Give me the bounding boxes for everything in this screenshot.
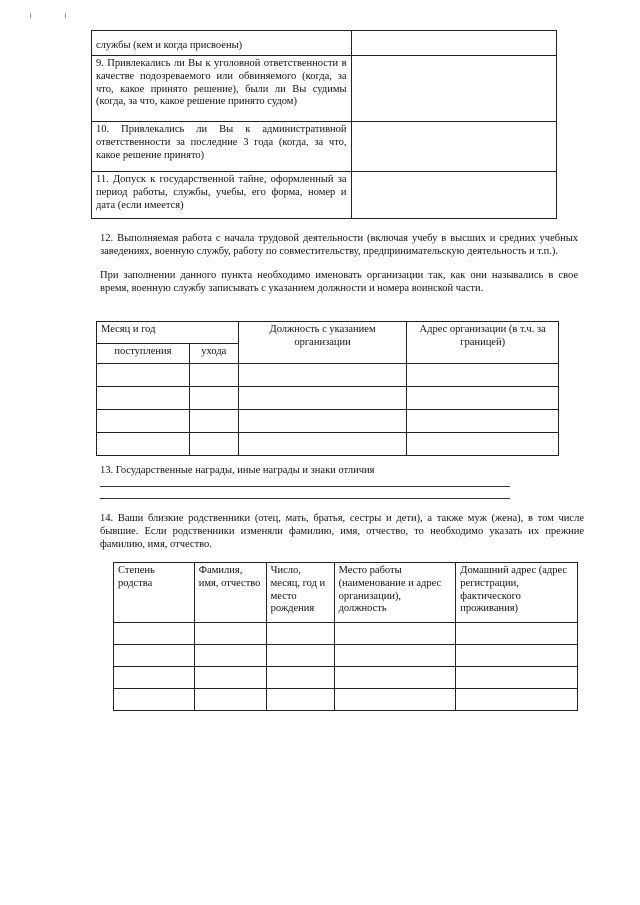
questions-table [91, 30, 557, 219]
input-cell[interactable] [97, 433, 190, 456]
table-row [92, 31, 557, 56]
input-cell[interactable] [407, 433, 559, 456]
question-8-tail: службы (кем и когда присвоены) [96, 40, 243, 52]
answer-cell[interactable] [351, 56, 556, 122]
exit-header: ухода [189, 344, 238, 364]
answer-line[interactable] [100, 486, 510, 487]
input-cell[interactable] [238, 387, 407, 410]
entry-header: поступления [97, 344, 190, 364]
section-12-note: При заполнении данного пункта необходимо именовать организации так, как они назывались в свое время, военную службу записывать с указанием должности и номера воинской части. [100, 270, 578, 294]
month-year-header: Месяц и год [97, 322, 239, 344]
relatives-table [113, 562, 578, 711]
section-13-text: 13. Государственные награды, иные награды и знаки отличия [100, 465, 375, 476]
table-row [97, 387, 559, 410]
table-row [114, 689, 578, 711]
input-cell[interactable] [407, 387, 559, 410]
work-header: Место работы (наименование и адрес организации), должность [334, 563, 456, 623]
name-header: Фамилия, имя, отчество [194, 563, 266, 623]
input-cell[interactable] [189, 433, 238, 456]
input-cell[interactable] [266, 689, 334, 711]
scan-mark [65, 13, 66, 18]
input-cell[interactable] [97, 387, 190, 410]
answer-cell[interactable] [351, 172, 556, 219]
input-cell[interactable] [189, 410, 238, 433]
section-14-text: 14. Ваши близкие родственники (отец, мать, братья, сестры и дети), а также муж (жена), в том числе бывшие. Если родственники изменяли фамилию, имя, отчество, то необходимо указать их прежние фамилию, имя, отчество. [100, 513, 584, 550]
input-cell[interactable] [189, 387, 238, 410]
table-row [92, 172, 557, 219]
home-address-header: Домашний адрес (адрес регистрации, фактического проживания) [456, 563, 578, 623]
position-header: Должность с указанием организации [238, 322, 407, 364]
input-cell[interactable] [334, 689, 456, 711]
birth-header: Число, месяц, год и место рождения [266, 563, 334, 623]
address-header: Адрес организации (в т.ч. за границей) [407, 322, 559, 364]
input-cell[interactable] [194, 623, 266, 645]
table-row [92, 56, 557, 122]
input-cell[interactable] [456, 667, 578, 689]
input-cell[interactable] [114, 623, 195, 645]
input-cell[interactable] [114, 645, 195, 667]
answer-line[interactable] [100, 498, 510, 499]
input-cell[interactable] [238, 364, 407, 387]
input-cell[interactable] [334, 623, 456, 645]
input-cell[interactable] [238, 433, 407, 456]
answer-cell[interactable] [351, 31, 556, 56]
input-cell[interactable] [194, 645, 266, 667]
input-cell[interactable] [266, 645, 334, 667]
answer-cell[interactable] [351, 122, 556, 172]
table-row [97, 433, 559, 456]
work-history-table [96, 321, 559, 456]
table-row [92, 122, 557, 172]
input-cell[interactable] [456, 689, 578, 711]
input-cell[interactable] [266, 667, 334, 689]
table-row [114, 623, 578, 645]
input-cell[interactable] [334, 645, 456, 667]
input-cell[interactable] [97, 364, 190, 387]
table-row [114, 667, 578, 689]
input-cell[interactable] [334, 667, 456, 689]
question-10: 10. Привлекались ли Вы к административной ответственности за последние 3 года (когда, за что, какое решение принято) [96, 124, 347, 161]
input-cell[interactable] [407, 364, 559, 387]
question-11: 11. Допуск к государственной тайне, оформленный за период работы, службы, учебы, его форма, номер и дата (если имеется) [96, 174, 347, 211]
input-cell[interactable] [114, 667, 195, 689]
input-cell[interactable] [456, 623, 578, 645]
section-12-text: 12. Выполняемая работа с начала трудовой деятельности (включая учебу в высших и средних учебных заведениях, военную службу, работу по совместительству, предпринимательскую деятельность и т.п.). [100, 233, 578, 257]
table-row [97, 364, 559, 387]
table-row [114, 645, 578, 667]
input-cell[interactable] [266, 623, 334, 645]
input-cell[interactable] [238, 410, 407, 433]
input-cell[interactable] [114, 689, 195, 711]
input-cell[interactable] [97, 410, 190, 433]
scan-mark [30, 13, 31, 18]
input-cell[interactable] [189, 364, 238, 387]
input-cell[interactable] [194, 667, 266, 689]
question-9: 9. Привлекались ли Вы к уголовной ответственности в качестве подозреваемого или обвиняемого (когда, за что, какое принято решение), были ли Вы судимы (когда, за что, какое решение принято судом) [96, 58, 347, 108]
input-cell[interactable] [194, 689, 266, 711]
input-cell[interactable] [407, 410, 559, 433]
degree-header: Степень родства [114, 563, 195, 623]
table-row [97, 410, 559, 433]
input-cell[interactable] [456, 645, 578, 667]
